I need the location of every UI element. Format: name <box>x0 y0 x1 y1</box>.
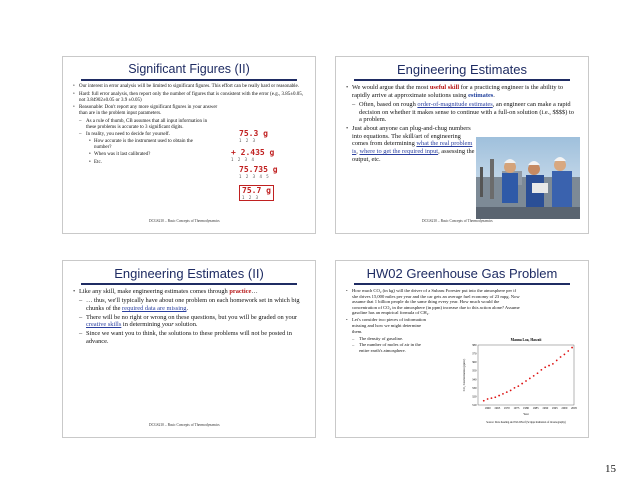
x-tick-label: 2005 <box>571 406 577 410</box>
bullet: • Our interest in error analysis will be limited to significant figures. This effort can be really hard or reasonable. <box>73 84 305 90</box>
bullet: • Reasonable: Don't report any more significant figures in your answer than are in the problem input parameters. <box>73 105 219 117</box>
data-point <box>533 375 535 377</box>
bullet: • We would argue that the most useful skill for a practicing engineer is the ability to rapidly arrive at approximate solutions using estimates. <box>346 84 578 99</box>
sub-bullet: – Since we want you to think, the solutions to these problems will not be posted in advance. <box>79 330 303 345</box>
slide-footer: DCGS210 – Basic Concepts of Thermodynamics <box>149 423 220 427</box>
bullet: • Hard: full error analysis, then report only the number of figures that is consistent with the error (e.g., 3.85±0.05, not 3.84902±0.05 or 3.9 ±0.05) <box>73 92 305 104</box>
plot-frame <box>478 345 574 405</box>
sub-bullet: – Often, based on rough order-of-magnitude estimates, an engineer can make a rapid decision on whether it makes sense to continue with a full-on solution (i.e., $$$$) to a problem. <box>352 101 578 124</box>
title-underline <box>354 283 570 285</box>
number-example-1: 75.3 g 1 2 3 <box>239 129 268 143</box>
data-point <box>552 363 554 365</box>
sub-sub-bullet: • When was it last calibrated? <box>89 152 305 158</box>
data-point <box>517 385 519 387</box>
slide-footer: DCGS210 – Basic Concepts of Thermodynamics <box>149 219 220 223</box>
x-tick-label: 1995 <box>551 406 558 410</box>
y-tick-label: 320 <box>472 394 477 399</box>
data-point <box>567 350 569 352</box>
sub-bullet: – As a rule of thumb, CB assumes that all input information in these problems is accurate to 3 significant digits. <box>79 119 216 131</box>
x-tick-label: 2000 <box>561 406 568 410</box>
slide-significant-figures <box>62 56 316 234</box>
number-example-4: 75.7 g 1 2 3 <box>239 185 274 201</box>
y-tick-label: 370 <box>472 351 477 356</box>
slide-title: HW02 Greenhouse Gas Problem <box>366 266 558 281</box>
data-point <box>506 391 508 393</box>
page-number: 15 <box>605 463 616 475</box>
sub-bullet: – In reality, you need to decide for yourself. <box>79 132 305 138</box>
data-point <box>502 393 504 395</box>
slide-title: Significant Figures (II) <box>128 62 250 76</box>
slide-body <box>73 288 303 346</box>
sub-bullet: – … thus, we'll typically have about one problem on each homework set in which big chunks of the required data are missing. <box>79 297 303 312</box>
data-point <box>571 347 573 349</box>
data-point <box>483 400 485 402</box>
data-point <box>510 390 512 392</box>
slide-greenhouse-gas <box>335 260 589 438</box>
sub-bullet: – The number of moles of air in the entire earth's atmosphere. <box>352 342 431 353</box>
x-axis-label: Year <box>523 412 529 416</box>
number-example-2: + 2.435 g 1 2 3 4 <box>231 148 275 162</box>
slide-engineering-estimates-2 <box>62 260 316 438</box>
bullet: • Let's consider two pieces of information missing and how we might determine them. <box>346 317 432 334</box>
x-tick-label: 1970 <box>503 406 510 410</box>
engineers-photo <box>476 137 580 219</box>
sub-bullet: – There will be no right or wrong on these questions, but you will be graded on your creative skills in determining your solution. <box>79 314 303 329</box>
y-axis-label: CO₂ Concentration (ppmv) <box>462 358 466 392</box>
slide-title: Engineering Estimates (II) <box>114 266 264 281</box>
sub-sub-bullet: • Etc. <box>89 160 305 166</box>
data-point <box>525 380 527 382</box>
x-tick-label: 1975 <box>513 406 520 410</box>
x-tick-label: 1990 <box>542 406 549 410</box>
y-tick-label: 310 <box>472 403 477 407</box>
number-example-3: 75.735 g 1 2 3 4 5 <box>239 165 278 179</box>
data-point <box>537 372 539 374</box>
bullet: • Like any skill, make engineering estimates comes through practice… <box>73 288 303 296</box>
data-point <box>521 383 523 385</box>
data-point <box>487 398 489 400</box>
slide-engineering-estimates <box>335 56 589 234</box>
chart-caption: Source: Dave Keeling and Tim Whorf (Scripps Institution of Oceanography) <box>486 421 566 424</box>
data-point <box>556 360 558 362</box>
bullet: • Just about anyone can plug-and-chug numbers into equations. The skill/art of engineering comes from determining what the real problem is, where to get the required input, assessing the output, etc. <box>346 125 476 164</box>
title-underline <box>354 79 570 81</box>
data-point <box>560 356 562 358</box>
co2-chart <box>460 335 580 431</box>
y-tick-label: 380 <box>472 343 477 347</box>
title-underline <box>81 283 297 285</box>
data-point <box>491 397 493 399</box>
data-point <box>498 395 500 397</box>
y-tick-label: 360 <box>472 360 477 365</box>
data-point <box>529 378 531 380</box>
sub-sub-bullet: • How accurate is the instrument used to obtain the number? <box>89 139 204 151</box>
data-point <box>514 387 516 389</box>
y-tick-label: 350 <box>472 368 477 373</box>
slide-title: Engineering Estimates <box>396 62 528 77</box>
chart-title: Mauna Loa, Hawaii <box>510 338 542 342</box>
data-point <box>540 369 542 371</box>
bullet: • How much CO₂ (in kg) will the driver of a Subaru Forester put into the atmosphere per if she drives 15,000 miles per year and the car gets an average fuel economy of 23 mpg. Now assume that 1 billion people do the same thing every year. How much would the concentration of CO₂ in the atmosphere (in ppm) increase due to this action alone? Assume gasoline has an empirical formula of CH₂. <box>346 288 522 316</box>
title-underline <box>81 79 297 81</box>
data-point <box>544 366 546 368</box>
y-tick-label: 340 <box>472 377 477 382</box>
sub-bullet: – The density of gasoline. <box>352 336 431 342</box>
x-tick-label: 1985 <box>532 406 539 410</box>
y-tick-label: 330 <box>472 385 477 390</box>
data-point <box>494 396 496 398</box>
x-tick-label: 1980 <box>523 406 529 410</box>
x-tick-label: 1960 <box>484 406 491 410</box>
slide-footer: DCGS210 – Basic Concepts of Thermodynamics <box>422 219 493 223</box>
x-tick-label: 1965 <box>494 406 501 410</box>
data-point <box>548 365 550 367</box>
data-point <box>564 354 566 356</box>
